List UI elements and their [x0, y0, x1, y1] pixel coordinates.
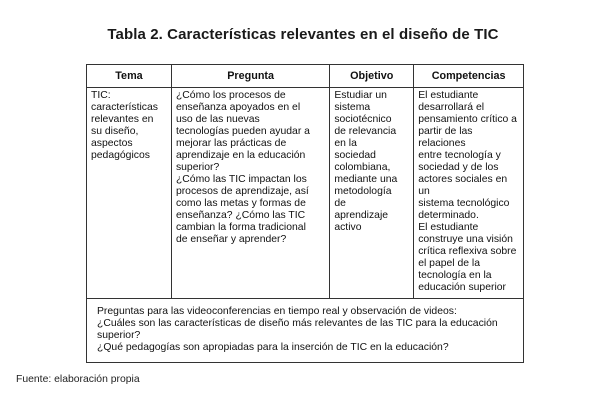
table-row: [87, 88, 524, 299]
cell-objetivo: [330, 88, 414, 299]
cell-pregunta-text: ¿Cómo los procesos de enseñanza apoyados en el uso de las nuevas tecnologías pueden ayudar a mejorar las prácticas de aprendizaje en la educación superior? ¿Cómo las TIC impactan los procesos de aprendizaje, así como las metas y formas de enseñanza? ¿Cómo las TIC cambian la forma tradicional de enseñar y aprender?: [175, 90, 310, 245]
header-competencias: Competencias: [414, 65, 524, 88]
cell-pregunta: [171, 88, 329, 299]
header-tema: Tema: [87, 65, 172, 88]
header-objetivo: Objetivo: [330, 65, 414, 88]
characteristics-table: [86, 64, 524, 363]
table-title: Tabla 2. Características relevantes en el diseño de TIC: [107, 26, 499, 43]
footer-line-3: ¿Qué pedagogías son apropiadas para la inserción de TIC en la educación?: [97, 342, 449, 353]
header-pregunta: Pregunta: [171, 65, 329, 88]
cell-tema: [87, 88, 172, 299]
cell-competencias-text: El estudiante desarrollará el pensamiento crítico a partir de las relaciones entre tecnología y sociedad y de los actores sociales en un sistema tecnológico determinado. El estudiante construye una visión crítica reflexiva sobre el papel de la tecnología en la educación superior: [418, 90, 517, 293]
footer-cell: [87, 299, 524, 363]
cell-competencias: [414, 88, 524, 299]
table-footer-row: [87, 299, 524, 363]
source-note: Fuente: elaboración propia: [16, 374, 140, 385]
cell-tema-text: TIC: características relevantes en su diseño, aspectos pedagógicos: [91, 90, 158, 161]
table-header-row: [87, 65, 524, 88]
cell-objetivo-text: Estudiar un sistema sociotécnico de relevancia en la sociedad colombiana, mediante una metodología de aprendizaje activo: [334, 90, 398, 233]
footer-line-1: Preguntas para las videoconferencias en tiempo real y observación de videos:: [97, 306, 457, 317]
footer-line-2: ¿Cuáles son las características de diseño más relevantes de las TIC para la educación superior?: [97, 318, 498, 341]
